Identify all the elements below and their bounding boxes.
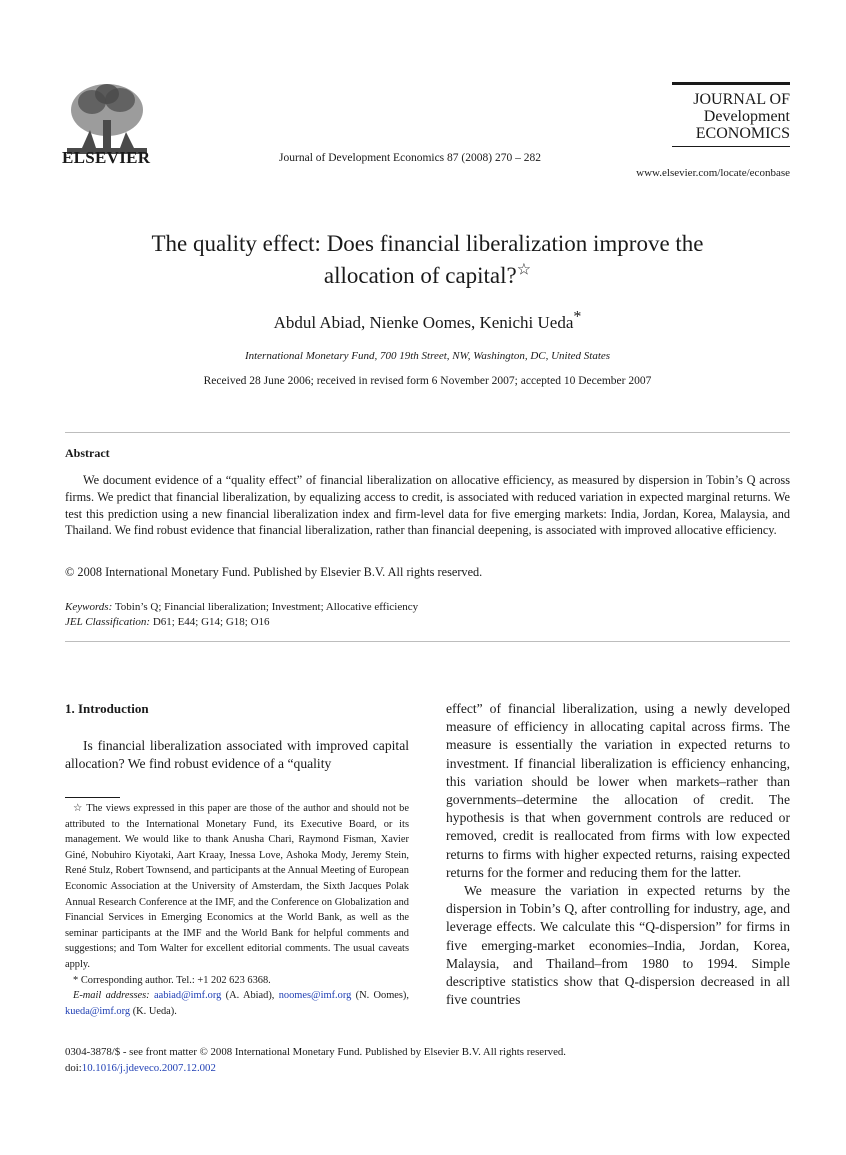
- abstract-heading: Abstract: [65, 446, 110, 460]
- footnote-acknowledgement: [65, 801, 409, 973]
- abstract-body: [65, 472, 790, 539]
- email-label: E-mail addresses:: [73, 990, 150, 1002]
- divider-top: [65, 432, 790, 433]
- footnote-acknowledgement-text: The views expressed in this paper are those of the author and should not be attributed to the International Monetary Fund, its Executive Board, or its management. We would like to thank Anusha Chari, Raymond Fisman, Xavier Giné, Nobuhiro Kiyotaki, Aart Kraay, Inessa Love, Ashoka Mody, Jeremy Stein, René Stulz, Robert Townsend, and participants at the Annual Meeting of European Economic Association at the University of Amsterdam, the Sixth Jacques Polak Annual Research Conference at the IMF, and the Conference on Globalization and Financial Services in Emerging Economics at the World Bank, as well as the seminar participants at the IMF and the World Bank for helpful comments and suggestions; and Tom Walter for excellent editorial comments. The usual caveats apply.: [65, 803, 409, 970]
- title-line-2: allocation of capital?: [323, 263, 517, 288]
- corresponding-author-mark[interactable]: *: [573, 308, 582, 326]
- col2-paragraph-1: effect” of financial liberalization, using a newly developed measure of efficiency in allocating capital across firms. The measure is essentially the variation in expected returns to investment. If financial liberalization is efficiency enhancing, this variation should be lower when markets–rather than governments–determine the allocation of credit. The hypothesis is that when government controls are reduced or removed, credit is reallocated from firms with low expected returns to firms with higher expected returns, raising expected returns for the former and reducing them for the latter.: [446, 701, 790, 880]
- keywords-block: [65, 600, 418, 630]
- abstract-text: We document evidence of a “quality effect” of financial liberalization on allocative efficiency, as measured by dispersion in Tobin’s Q across firms. We predict that financial liberalization, by equalizing access to credit, is associated with reduced variation in expected marginal returns. We test this prediction using a new financial liberalization index and firm-level data for five emerging markets: India, Jordan, Korea, Malaysia, and Thailand. We find robust evidence that financial liberalization, rather than financial deepening, is associated with improved allocative efficiency.: [65, 473, 790, 538]
- email-name-oomes: (N. Oomes),: [355, 990, 409, 1002]
- section-heading-introduction: 1. Introduction: [65, 701, 149, 716]
- journal-citation: Journal of Development Economics 87 (2008) 270 – 282: [279, 152, 541, 164]
- divider-bottom: [65, 641, 790, 642]
- doi-link[interactable]: 10.1016/j.jdeveco.2007.12.002: [81, 1061, 216, 1074]
- doi-label: doi:: [65, 1061, 82, 1074]
- footnote-emails: [65, 988, 409, 1019]
- title-footnote-star-icon[interactable]: ☆: [516, 261, 532, 279]
- masthead-line-2: Development: [703, 108, 790, 125]
- email-link-abiad[interactable]: aabiad@imf.org: [153, 990, 222, 1002]
- footnote-corr-mark: *: [73, 974, 79, 986]
- footnote-corresponding: [65, 973, 409, 989]
- footnote-star-icon: ☆: [73, 803, 84, 814]
- email-name-abiad: (A. Abiad),: [225, 990, 275, 1002]
- masthead-line-3: ECONOMICS: [695, 125, 790, 142]
- front-matter-issn: 0304-3878/$ - see front matter © 2008 International Monetary Fund. Published by Elsevier B.V. All rights reserved.: [65, 1046, 566, 1058]
- column-two: [446, 700, 790, 1009]
- journal-masthead: [672, 82, 790, 147]
- col2-paragraph-2: We measure the variation in expected returns by the dispersion in Tobin’s Q, after controlling for industry, age, and leverage effects. We calculate this “Q-dispersion” for firms in five emerging-market economies–India, Jordan, Korea, Malaysia, and Thailand–from 1980 to 1994. Simple descriptive statistics show that Q-dispersion decreased in all five countries: [446, 883, 790, 1008]
- journal-url[interactable]: www.elsevier.com/locate/econbase: [636, 167, 790, 179]
- title-line-1: The quality effect: Does financial liberalization improve the: [151, 231, 704, 256]
- email-link-oomes[interactable]: noomes@imf.org: [278, 990, 352, 1002]
- keywords-label: Keywords:: [65, 601, 113, 613]
- article-title: [60, 228, 795, 292]
- affiliation: International Monetary Fund, 700 19th Street, NW, Washington, DC, United States: [244, 350, 611, 362]
- jel-label: JEL Classification:: [65, 616, 151, 628]
- keywords-value: Tobin’s Q; Financial liberalization; Investment; Allocative efficiency: [114, 601, 419, 613]
- received-dates: Received 28 June 2006; received in revised form 6 November 2007; accepted 10 December 2007: [203, 375, 652, 387]
- footnotes: [65, 801, 409, 1019]
- author-list: [60, 308, 795, 333]
- masthead-line-1: JOURNAL OF: [693, 91, 790, 108]
- abstract-copyright: © 2008 International Monetary Fund. Published by Elsevier B.V. All rights reserved.: [65, 565, 483, 579]
- email-link-ueda[interactable]: kueda@imf.org: [65, 1005, 131, 1017]
- jel-value: D61; E44; G14; G18; O16: [152, 616, 270, 628]
- footnote-rule: [65, 797, 120, 798]
- front-matter: [65, 1045, 566, 1076]
- intro-paragraph: Is financial liberalization associated with improved capital allocation? We find robust evidence of a “quality: [65, 738, 409, 772]
- email-name-ueda: (K. Ueda).: [132, 1005, 177, 1017]
- publisher-name: ELSEVIER: [62, 148, 151, 167]
- footnote-corr-text: Corresponding author. Tel.: +1 202 623 6368.: [80, 974, 271, 986]
- authors-text: Abdul Abiad, Nienke Oomes, Kenichi Ueda: [273, 313, 574, 332]
